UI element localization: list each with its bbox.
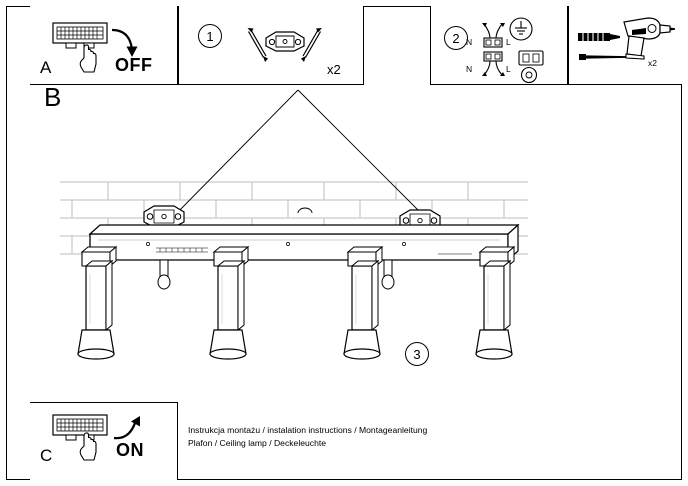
footer-text-block [188, 424, 427, 450]
drill-icon [618, 16, 676, 60]
wall-plug-icon [576, 30, 622, 44]
label-c: C [40, 446, 53, 465]
footer-line-1: Instrukcja montażu / instalation instructions / Montageanleitung [188, 425, 428, 435]
mounting-bracket-icon [240, 20, 330, 76]
spotlight-icon [476, 247, 514, 359]
spotlight-icon [78, 247, 116, 359]
ceiling-bar-lamp-icon [90, 225, 518, 260]
bracket-icon [144, 206, 184, 227]
ceiling-lamp-assembly-diagram [48, 82, 648, 382]
earth-ground-icon [508, 16, 534, 42]
step-number-2: 2 [444, 26, 468, 50]
terminal-label-n-bottom: N [466, 64, 473, 74]
spotlight-icon [210, 247, 248, 359]
spotlight-icon [344, 247, 382, 359]
screw-icon [158, 260, 170, 289]
terminal-block-icon [516, 50, 550, 84]
label-off: OFF [115, 55, 153, 75]
step1-quantity-label: x2 [327, 62, 341, 77]
screw-icon [382, 260, 394, 289]
tools-quantity-label: x2 [648, 58, 657, 68]
hand-pointing-icon [76, 432, 102, 462]
label-on: ON [116, 440, 144, 460]
terminal-label-l-bottom: L [506, 64, 511, 74]
terminal-label-n-top: N [466, 37, 473, 47]
step-number-1: 1 [198, 24, 222, 48]
hand-pointing-icon [76, 44, 102, 74]
terminal-label-l-top: L [506, 37, 511, 47]
step-number-3: 3 [405, 342, 429, 366]
footer-line-2: Plafon / Ceiling lamp / Deckeleuchte [188, 438, 327, 448]
label-a: A [40, 58, 52, 77]
label-b: B [44, 82, 62, 112]
